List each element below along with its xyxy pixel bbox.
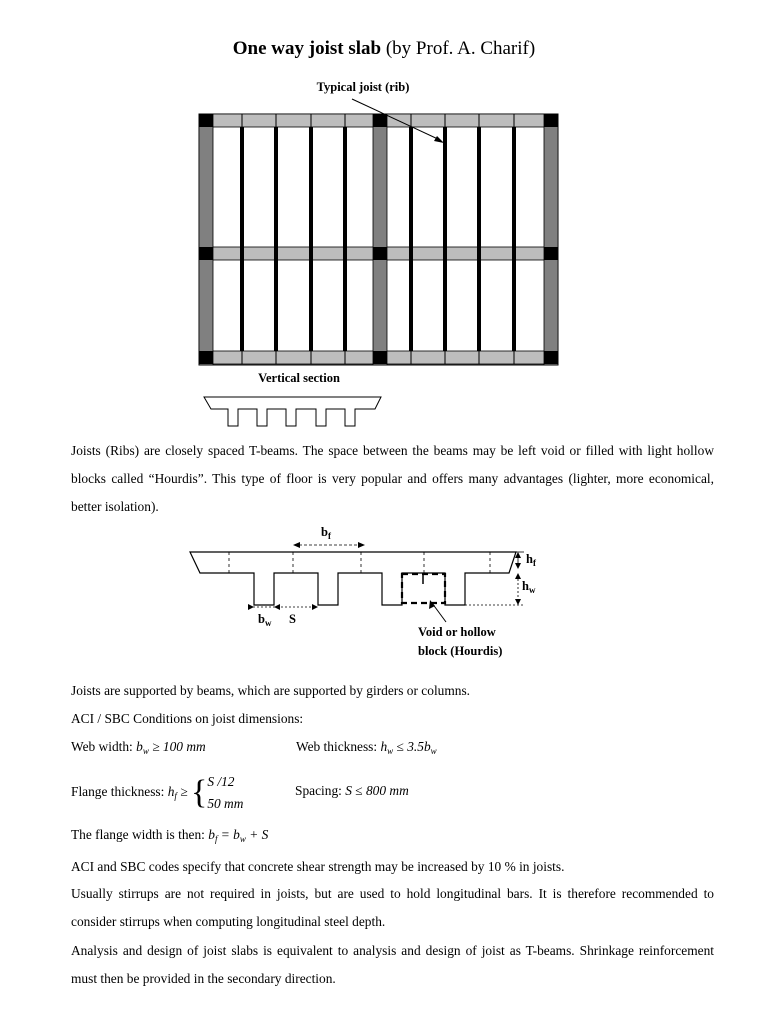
paragraph-stirrups: Usually stirrups are not required in joists, but are used to hold longitudinal bars. It is therefore recommended to consider stirrups when computing longitudinal steel depth. [71,886,714,929]
typical-joist-label: Typical joist (rib) [316,80,410,94]
void-label-line2: block (Hourdis) [418,644,503,658]
paragraph-analysis: Analysis and design of joist slabs is equivalent to analysis and design of joist as T-beams. Shrinkage reinforcement must then be provided in the secondary direction. [71,943,714,986]
title-bold: One way joist slab [232,38,382,59]
section-outline [190,552,516,605]
hf-label: $h_f$ [526,552,536,568]
web-thickness-condition: Web thickness: $h_w \le 3.5b_w$ [296,739,437,756]
paragraph-supports: Joists are supported by beams, which are supported by girders or columns. [71,683,471,698]
title-author: (by Prof. A. Charif) [385,38,536,59]
void-label-line1: Void or hollow [418,625,496,639]
paragraph-joists-intro: Joists (Ribs) are closely spaced T-beams. The space between the beams may be left void or filled with light hollow blocks called “Hourdis”. This type of floor is very popular and offers many advantages (lighter, more economical, better isolation). [71,443,714,514]
web-width-condition: Web width: $b_w \ge 100$ mm [71,739,206,756]
paragraph-shear: ACI and SBC codes specify that concrete shear strength may be increased by 10 % in joists. [71,859,565,874]
paragraph-conditions: ACI / SBC Conditions on joist dimensions: [71,711,304,726]
flange-thickness-condition: Flange thickness: $h_f$ ≥ { S /12 50 mm [71,773,244,811]
flange-width-equation: The flange width is then: $b_f = b_w + S$ [71,827,269,844]
bf-label: $b_f$ [321,525,331,541]
spacing-condition: Spacing: S ≤ 800 mm [295,783,409,798]
hw-label: $h_w$ [522,579,536,595]
s-label: S [289,612,296,626]
bw-label: $b_w$ [258,612,272,628]
vertical-section-label: Vertical section [258,371,340,385]
brace: { [190,773,208,811]
